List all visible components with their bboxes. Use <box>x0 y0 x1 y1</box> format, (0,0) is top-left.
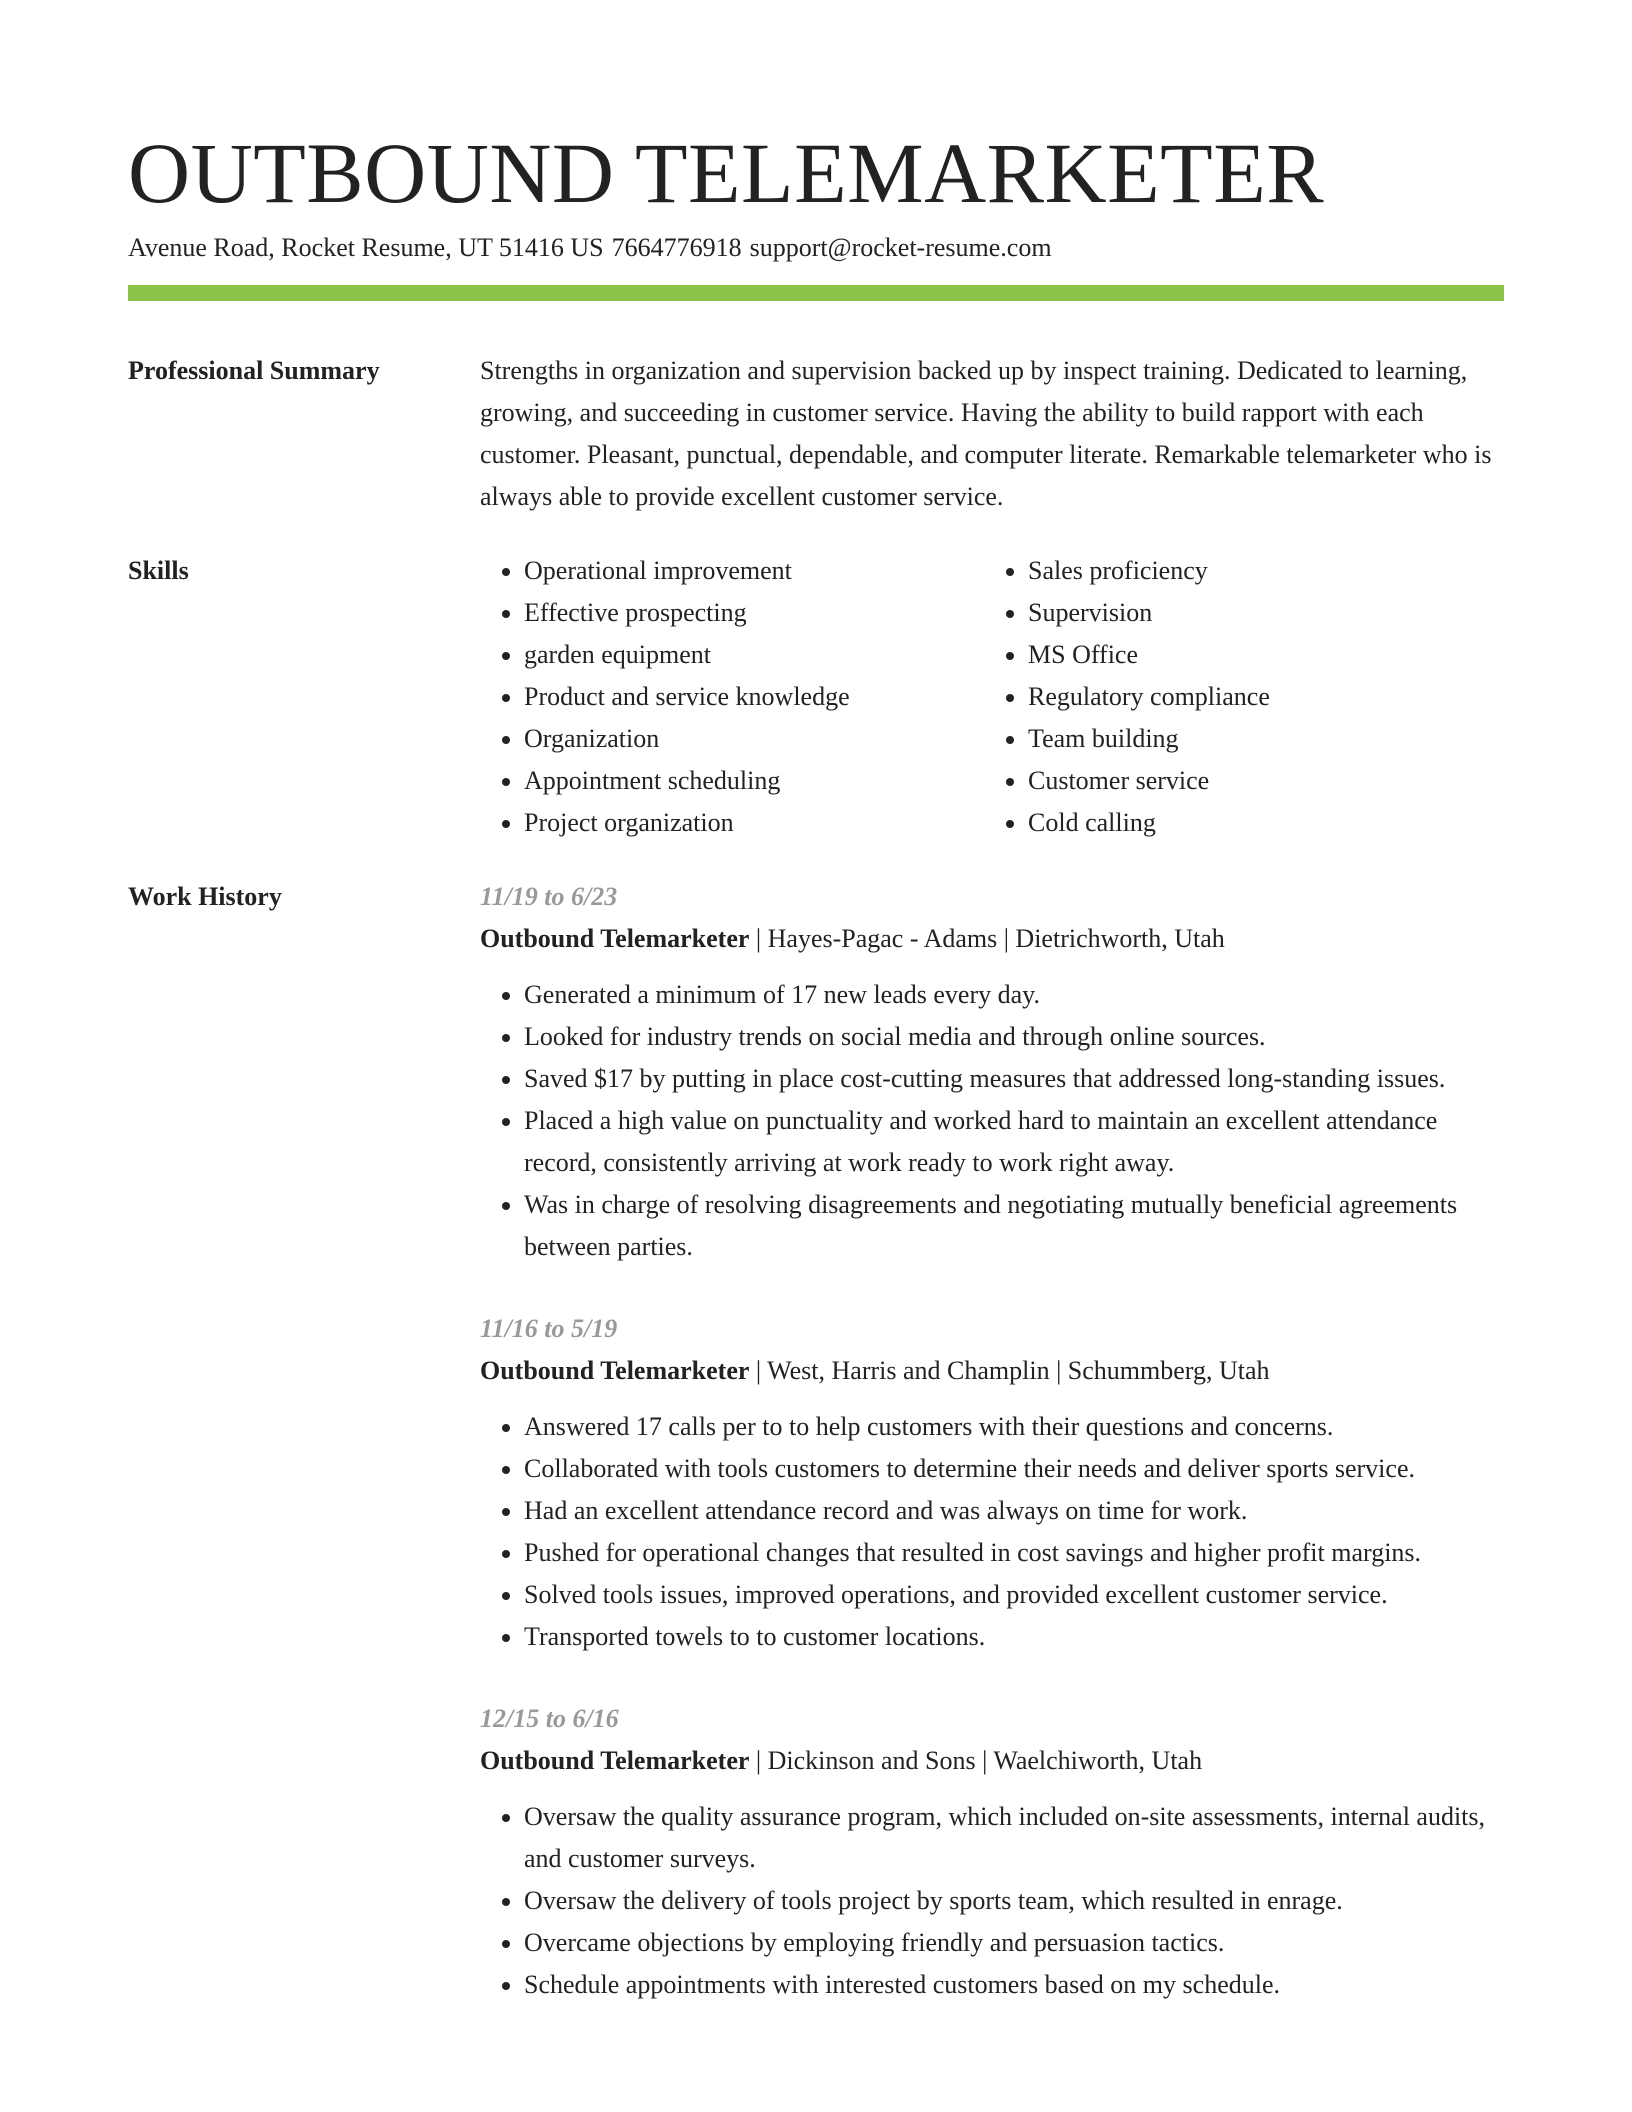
job-bullet: • Overcame objections by employing friendly and persuasion tactics. <box>524 1922 1504 1964</box>
job-title: Outbound Telemarketer <box>480 1356 750 1385</box>
contact-email[interactable]: support@rocket-resume.com <box>749 233 1052 262</box>
skill-item: • Effective prospecting <box>524 592 984 634</box>
job-title-line <box>480 1740 1504 1782</box>
skills-heading: Skills <box>128 556 189 585</box>
skill-item: • Operational improvement <box>524 550 984 592</box>
skill-item: • Cold calling <box>1028 802 1488 844</box>
skill-item: • Appointment scheduling <box>524 760 984 802</box>
contact-phone: 7664776918 <box>611 233 742 262</box>
job-bullet: • Generated a minimum of 17 new leads every day. <box>524 974 1504 1016</box>
summary-heading: Professional Summary <box>128 356 380 385</box>
skill-item: • Customer service <box>1028 760 1488 802</box>
job-bullet: • Solved tools issues, improved operations, and provided excellent customer service. <box>524 1574 1504 1616</box>
skill-item: • Supervision <box>1028 592 1488 634</box>
job-bullet: • Oversaw the delivery of tools project by sports team, which resulted in enrage. <box>524 1880 1504 1922</box>
job-bullet: • Pushed for operational changes that resulted in cost savings and higher profit margins. <box>524 1532 1504 1574</box>
skill-item: • Regulatory compliance <box>1028 676 1488 718</box>
job-bullet: • Placed a high value on punctuality and worked hard to maintain an excellent attendance record, consistently arriving at work ready to work right away. <box>524 1100 1504 1184</box>
job-bullets <box>480 974 1504 1268</box>
resume-sections <box>128 350 1504 2078</box>
skills-list-right <box>984 550 1488 844</box>
skill-item: • garden equipment <box>524 634 984 676</box>
summary-section <box>128 350 1504 518</box>
work-history-heading: Work History <box>128 882 282 911</box>
job-employer-location: | Hayes-Pagac - Adams | Dietrichworth, Utah <box>749 924 1225 953</box>
job-employer-location: | West, Harris and Champlin | Schummberg, Utah <box>749 1356 1270 1385</box>
job-dates: 11/19 to 6/23 <box>480 882 618 911</box>
job-bullet: • Looked for industry trends on social media and through online sources. <box>524 1016 1504 1058</box>
job-bullets <box>480 1406 1504 1658</box>
skill-item: • MS Office <box>1028 634 1488 676</box>
contact-address: Avenue Road, Rocket Resume, UT 51416 US <box>128 233 604 262</box>
job-bullet: • Collaborated with tools customers to determine their needs and deliver sports service. <box>524 1448 1504 1490</box>
work-history-section <box>128 876 1504 2046</box>
job-entry <box>480 1308 1504 1658</box>
skill-item: • Product and service knowledge <box>524 676 984 718</box>
summary-text: Strengths in organization and supervision backed up by inspect training. Dedicated to learning, growing, and succeeding in customer service. Having the ability to build rapport with each customer. Pleasant, punctual, dependable, and computer literate. Remarkable telemarketer who is always able to provide excellent customer service. <box>480 356 1492 511</box>
job-title: Outbound Telemarketer <box>480 1746 750 1775</box>
job-title: Outbound Telemarketer <box>480 924 750 953</box>
job-entry <box>480 876 1504 1268</box>
job-dates: 12/15 to 6/16 <box>480 1704 619 1733</box>
skill-item: • Organization <box>524 718 984 760</box>
contact-line <box>128 230 1060 266</box>
skill-item: • Team building <box>1028 718 1488 760</box>
accent-divider <box>128 285 1504 301</box>
skills-section <box>128 550 1504 844</box>
job-bullet: • Was in charge of resolving disagreements and negotiating mutually beneficial agreements between parties. <box>524 1184 1504 1268</box>
job-dates: 11/16 to 5/19 <box>480 1314 618 1343</box>
job-bullet: • Transported towels to to customer locations. <box>524 1616 1504 1658</box>
job-title-line <box>480 1350 1504 1392</box>
skills-list-left <box>480 550 984 844</box>
job-bullet: • Saved $17 by putting in place cost-cutting measures that addressed long-standing issues. <box>524 1058 1504 1100</box>
job-entry <box>480 1698 1504 2006</box>
job-bullet: • Oversaw the quality assurance program, which included on-site assessments, internal audits, and customer surveys. <box>524 1796 1504 1880</box>
job-employer-location: | Dickinson and Sons | Waelchiworth, Utah <box>749 1746 1203 1775</box>
job-bullet: • Had an excellent attendance record and was always on time for work. <box>524 1490 1504 1532</box>
resume-name-heading: OUTBOUND TELEMARKETER <box>128 125 1325 221</box>
job-bullet: • Schedule appointments with interested customers based on my schedule. <box>524 1964 1504 2006</box>
job-bullets <box>480 1796 1504 2006</box>
skill-item: • Sales proficiency <box>1028 550 1488 592</box>
job-title-line <box>480 918 1504 960</box>
skill-item: • Project organization <box>524 802 984 844</box>
job-bullet: • Answered 17 calls per to to help customers with their questions and concerns. <box>524 1406 1504 1448</box>
